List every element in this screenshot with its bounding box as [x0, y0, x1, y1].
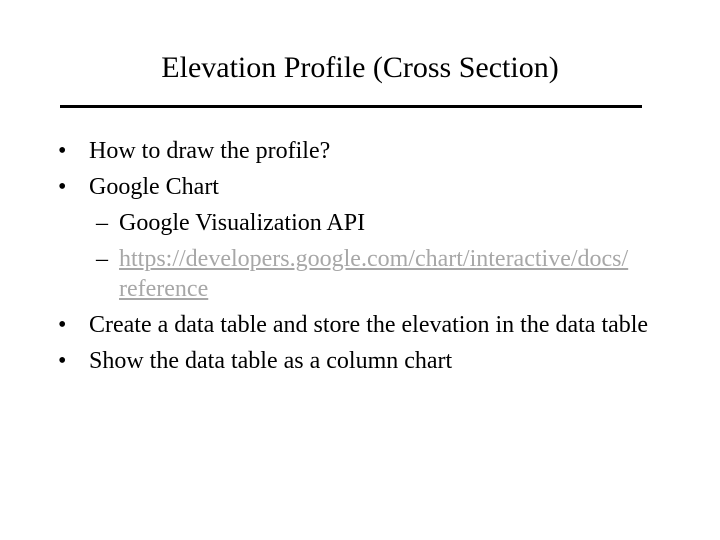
list-item-text: Create a data table and store the elevation in the data table — [89, 312, 649, 338]
list-item-text: Google Chart — [89, 174, 219, 200]
list-item-draw-profile — [58, 136, 668, 166]
list-subitem-visualization-api — [58, 208, 668, 238]
title-divider — [60, 105, 642, 108]
list-item-show-chart — [58, 346, 668, 376]
bullet-icon: • — [58, 312, 67, 338]
bullet-icon: • — [58, 138, 67, 164]
bullet-icon: • — [58, 348, 67, 374]
dash-icon: – — [96, 246, 108, 272]
list-subitem-text: Google Visualization API — [119, 210, 366, 236]
bullet-list — [58, 136, 668, 382]
list-item-text: Show the data table as a column chart — [89, 348, 453, 374]
bullet-icon: • — [58, 174, 67, 200]
list-item-text: How to draw the profile? — [89, 138, 331, 164]
list-subitem-reference-link — [58, 244, 668, 304]
reference-link[interactable]: https://developers.google.com/chart/interactive/docs/reference — [119, 246, 629, 302]
slide-title: Elevation Profile (Cross Section) — [161, 51, 559, 84]
list-item-create-table — [58, 310, 668, 340]
list-item-google-chart — [58, 172, 668, 202]
dash-icon: – — [96, 210, 108, 236]
